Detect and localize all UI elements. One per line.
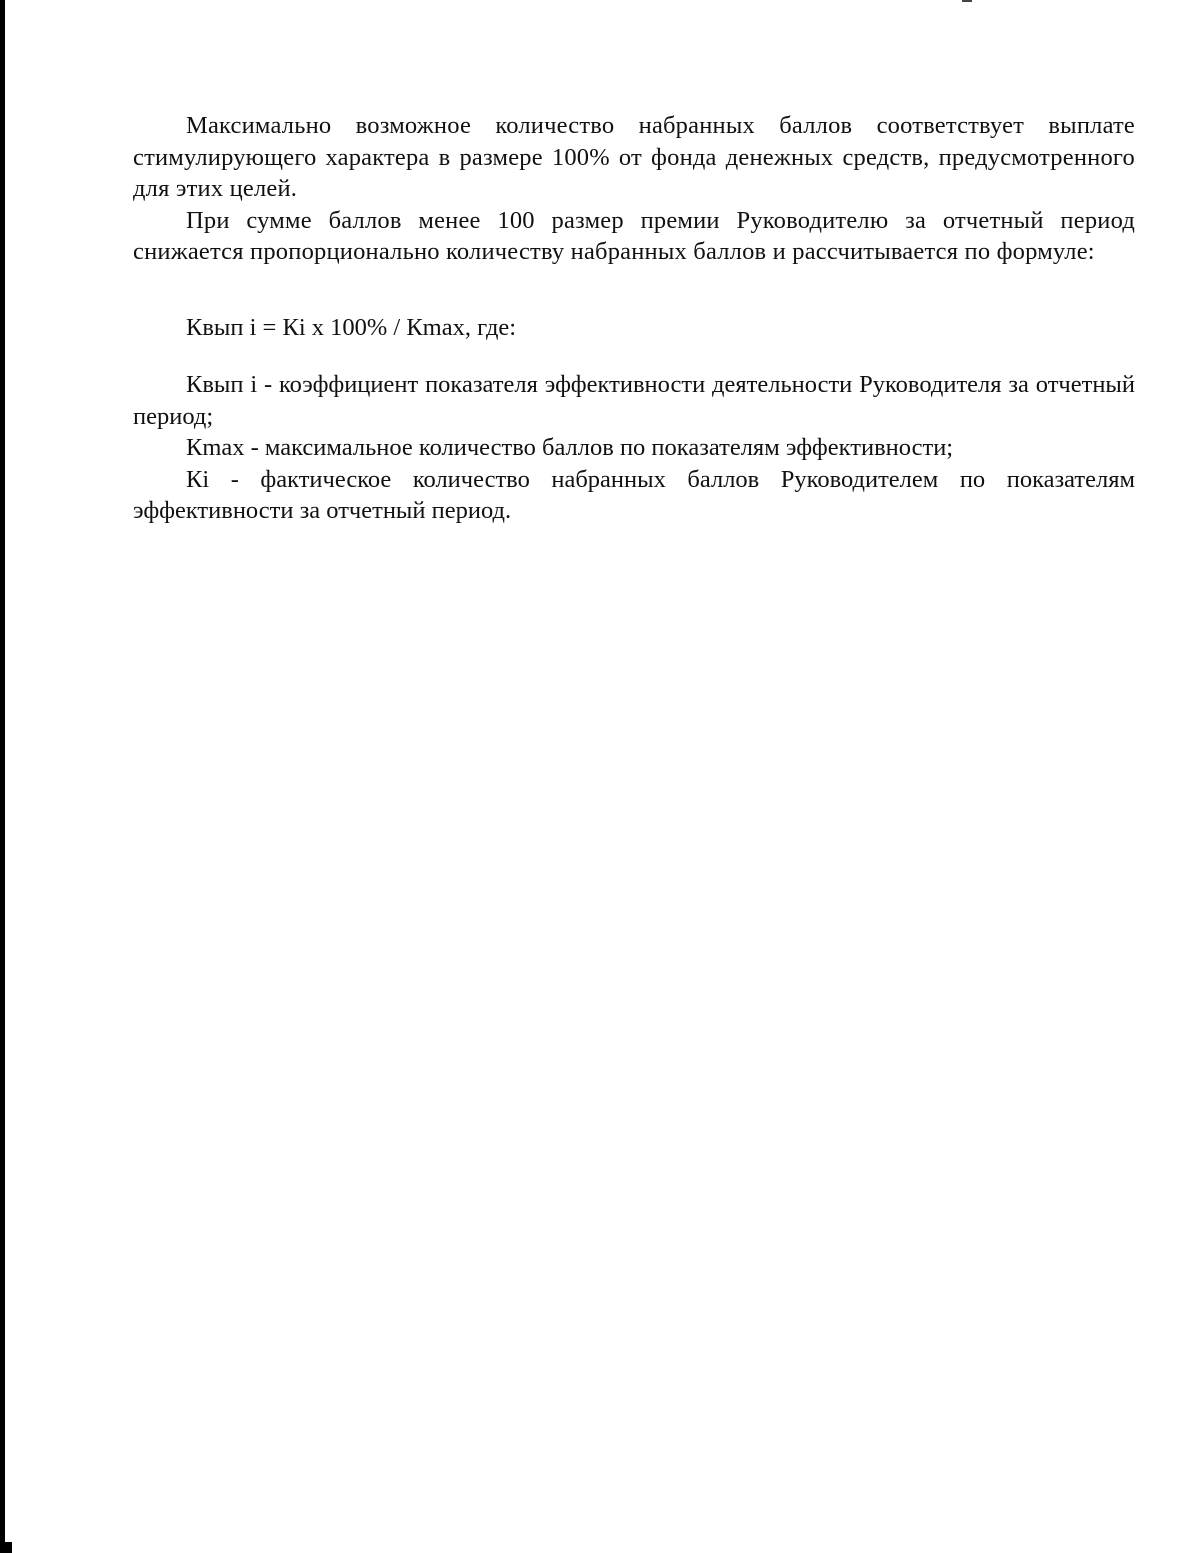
paragraph-reduction-rule: При сумме баллов менее 100 размер премии Руководителю за отчетный период снижается пропорционально количеству набранных баллов и рассчитывается по формуле: [133, 206, 1135, 265]
definition-kvyp: Квып i - коэффициент показателя эффективности деятельности Руководителя за отчетный период; [133, 371, 1135, 430]
definition-ki: Кi - фактическое количество набранных баллов Руководителем по показателям эффективности за отчетный период. [133, 465, 1135, 524]
scan-edge-left [0, 0, 5, 1553]
scan-mark-top [962, 0, 972, 2]
formula: Квып i = Кi х 100% / Кmax, где: [186, 313, 517, 341]
definition-kmax: Кmax - максимальное количество баллов по показателям эффективности; [186, 434, 954, 461]
paragraph-max-points: Максимально возможное количество набранных баллов соответствует выплате стимулирующего характера в размере 100% от фонда денежных средств, предусмотренного для этих целей. [133, 112, 1135, 202]
scan-edge-bottom-corner [0, 1542, 12, 1553]
document-body [133, 110, 1135, 527]
